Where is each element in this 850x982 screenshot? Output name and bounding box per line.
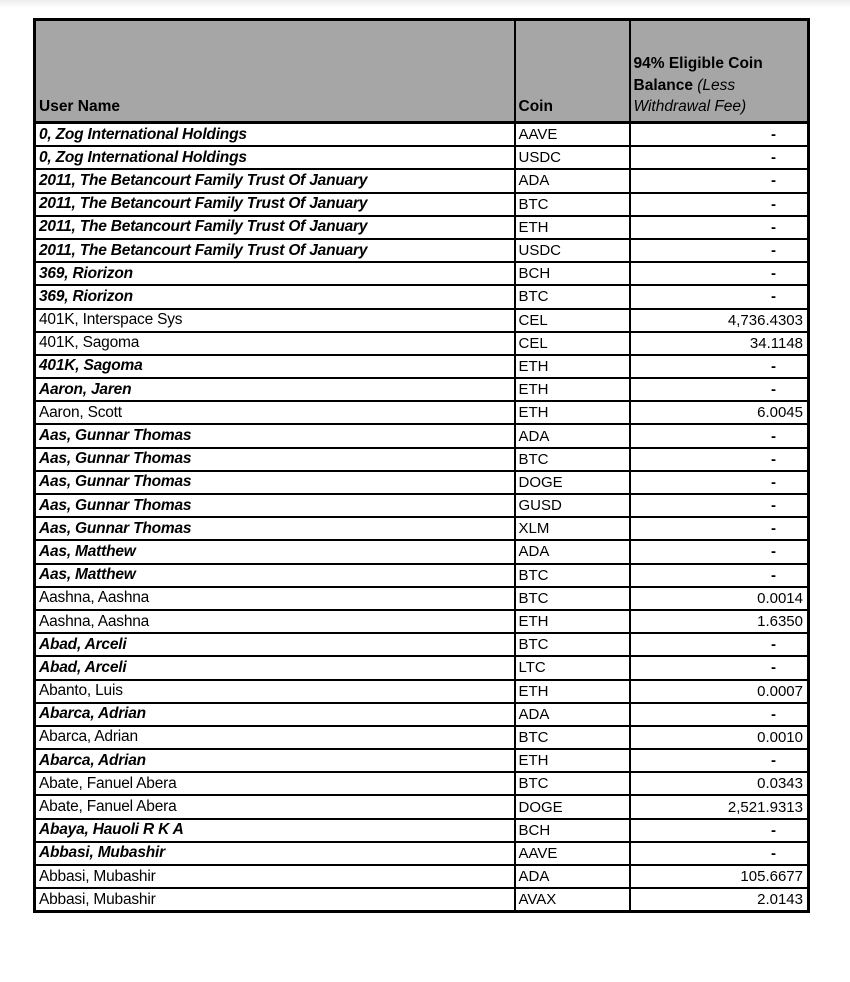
balance-cell: - (630, 169, 809, 192)
balance-cell: - (630, 285, 809, 308)
balance-cell: 6.0045 (630, 401, 809, 424)
table-row (35, 726, 809, 749)
table-row (35, 309, 809, 332)
balance-cell: - (630, 216, 809, 239)
user-name-cell: 2011, The Betancourt Family Trust Of January (35, 169, 515, 192)
user-name-cell: Abarca, Adrian (35, 703, 515, 726)
user-name-cell: 2011, The Betancourt Family Trust Of January (35, 216, 515, 239)
table-row (35, 355, 809, 378)
coin-cell: ADA (515, 540, 630, 563)
table-body (35, 123, 809, 912)
balance-cell: 0.0010 (630, 726, 809, 749)
user-name-cell: Abanto, Luis (35, 680, 515, 703)
user-name-cell: 401K, Interspace Sys (35, 309, 515, 332)
header-eligible-balance-bold: 94% Eligible Coin Balance (633, 54, 763, 94)
user-name-cell: Aaron, Jaren (35, 378, 515, 401)
header-coin: Coin (515, 20, 630, 123)
user-name-cell: Abate, Fanuel Abera (35, 795, 515, 818)
balance-cell: - (630, 749, 809, 772)
balance-cell: 0.0014 (630, 587, 809, 610)
header-eligible-balance-italic: (Less Withdrawal Fee) (633, 76, 747, 116)
table-row (35, 842, 809, 865)
user-name-cell: Aashna, Aashna (35, 610, 515, 633)
user-name-cell: 2011, The Betancourt Family Trust Of January (35, 193, 515, 216)
user-name-cell: 401K, Sagoma (35, 332, 515, 355)
table-row (35, 471, 809, 494)
balance-cell: - (630, 239, 809, 262)
user-name-cell: Abate, Fanuel Abera (35, 772, 515, 795)
coin-cell: USDC (515, 239, 630, 262)
table-row (35, 540, 809, 563)
coin-cell: BTC (515, 564, 630, 587)
coin-cell: AVAX (515, 888, 630, 912)
balance-cell: - (630, 494, 809, 517)
user-name-cell: 369, Riorizon (35, 285, 515, 308)
balance-cell: - (630, 193, 809, 216)
coin-cell: BTC (515, 633, 630, 656)
balance-cell: 34.1148 (630, 332, 809, 355)
user-name-cell: Abbasi, Mubashir (35, 842, 515, 865)
balance-cell: - (630, 123, 809, 147)
header-user-name: User Name (35, 20, 515, 123)
table-row (35, 448, 809, 471)
table-row (35, 517, 809, 540)
coin-cell: BTC (515, 285, 630, 308)
coin-cell: ETH (515, 680, 630, 703)
table-row (35, 262, 809, 285)
balance-cell: 4,736.4303 (630, 309, 809, 332)
table-row (35, 749, 809, 772)
coin-cell: AAVE (515, 123, 630, 147)
table-row (35, 123, 809, 147)
table-row (35, 772, 809, 795)
balance-cell: 0.0343 (630, 772, 809, 795)
balance-cell: 2,521.9313 (630, 795, 809, 818)
coin-cell: ETH (515, 610, 630, 633)
balance-cell: - (630, 146, 809, 169)
coin-cell: ADA (515, 424, 630, 447)
balance-cell: - (630, 262, 809, 285)
coin-cell: DOGE (515, 471, 630, 494)
balance-cell: - (630, 564, 809, 587)
user-name-cell: Aas, Matthew (35, 540, 515, 563)
user-name-cell: 0, Zog International Holdings (35, 123, 515, 147)
user-name-cell: 2011, The Betancourt Family Trust Of January (35, 239, 515, 262)
coin-cell: ETH (515, 216, 630, 239)
balance-cell: - (630, 842, 809, 865)
table-row (35, 610, 809, 633)
table-row (35, 888, 809, 912)
coin-cell: ADA (515, 169, 630, 192)
coin-cell: BTC (515, 448, 630, 471)
header-row (35, 20, 809, 123)
user-name-cell: 369, Riorizon (35, 262, 515, 285)
table-header (35, 20, 809, 123)
table-row (35, 587, 809, 610)
coin-cell: ETH (515, 401, 630, 424)
user-name-cell: Aas, Gunnar Thomas (35, 517, 515, 540)
balance-cell: - (630, 819, 809, 842)
user-name-cell: Abbasi, Mubashir (35, 888, 515, 912)
user-name-cell: 0, Zog International Holdings (35, 146, 515, 169)
coin-cell: XLM (515, 517, 630, 540)
balance-cell: - (630, 471, 809, 494)
table-row (35, 494, 809, 517)
balance-cell: 105.6677 (630, 865, 809, 888)
coin-cell: ETH (515, 355, 630, 378)
coin-cell: CEL (515, 332, 630, 355)
table-row (35, 424, 809, 447)
table-row (35, 795, 809, 818)
coin-cell: ETH (515, 378, 630, 401)
balance-cell: - (630, 656, 809, 679)
coin-cell: BTC (515, 193, 630, 216)
balance-cell: - (630, 448, 809, 471)
user-name-cell: Abaya, Hauoli R K A (35, 819, 515, 842)
balance-cell: - (630, 355, 809, 378)
coin-cell: GUSD (515, 494, 630, 517)
coin-cell: DOGE (515, 795, 630, 818)
table-row (35, 378, 809, 401)
user-name-cell: Aas, Gunnar Thomas (35, 424, 515, 447)
coin-cell: BTC (515, 726, 630, 749)
user-name-cell: Aashna, Aashna (35, 587, 515, 610)
balance-cell: 2.0143 (630, 888, 809, 912)
user-name-cell: Aas, Gunnar Thomas (35, 448, 515, 471)
coin-cell: ADA (515, 703, 630, 726)
table-row (35, 564, 809, 587)
table-row (35, 865, 809, 888)
coin-cell: BTC (515, 772, 630, 795)
user-name-cell: 401K, Sagoma (35, 355, 515, 378)
table-row (35, 146, 809, 169)
coin-cell: USDC (515, 146, 630, 169)
user-name-cell: Aas, Gunnar Thomas (35, 471, 515, 494)
coin-balance-table (33, 18, 810, 913)
balance-cell: - (630, 703, 809, 726)
table-row (35, 703, 809, 726)
coin-cell: ADA (515, 865, 630, 888)
balance-cell: - (630, 378, 809, 401)
user-name-cell: Abbasi, Mubashir (35, 865, 515, 888)
page-top-shadow (0, 0, 850, 8)
balance-cell: - (630, 517, 809, 540)
header-eligible-balance (630, 20, 809, 123)
coin-cell: CEL (515, 309, 630, 332)
balance-cell: - (630, 633, 809, 656)
user-name-cell: Aas, Gunnar Thomas (35, 494, 515, 517)
balance-cell: - (630, 424, 809, 447)
table-row (35, 285, 809, 308)
table-row (35, 332, 809, 355)
user-name-cell: Abarca, Adrian (35, 726, 515, 749)
table-row (35, 633, 809, 656)
balance-cell: 1.6350 (630, 610, 809, 633)
user-name-cell: Abad, Arceli (35, 633, 515, 656)
table-row (35, 169, 809, 192)
coin-cell: BTC (515, 587, 630, 610)
coin-cell: BCH (515, 262, 630, 285)
table-row (35, 216, 809, 239)
balance-cell: - (630, 540, 809, 563)
coin-cell: BCH (515, 819, 630, 842)
user-name-cell: Abad, Arceli (35, 656, 515, 679)
coin-cell: LTC (515, 656, 630, 679)
user-name-cell: Abarca, Adrian (35, 749, 515, 772)
table-row (35, 656, 809, 679)
table-row (35, 401, 809, 424)
coin-cell: ETH (515, 749, 630, 772)
table-row (35, 239, 809, 262)
balance-cell: 0.0007 (630, 680, 809, 703)
table-row (35, 193, 809, 216)
user-name-cell: Aaron, Scott (35, 401, 515, 424)
table-row (35, 819, 809, 842)
coin-cell: AAVE (515, 842, 630, 865)
user-name-cell: Aas, Matthew (35, 564, 515, 587)
table-row (35, 680, 809, 703)
